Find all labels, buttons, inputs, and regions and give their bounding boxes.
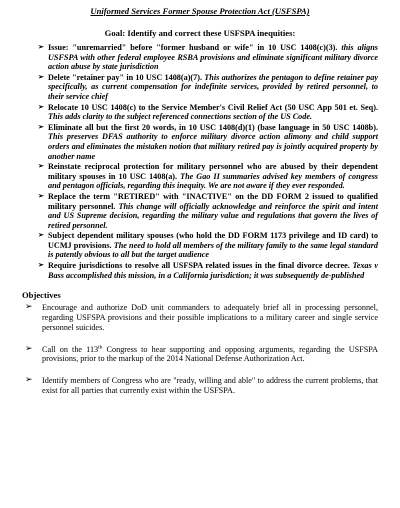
inequity-issue: Require jurisdictions to resolve all USFSPA related issues in the final divorce decree. xyxy=(48,261,353,271)
inequity-rationale: This change will officially acknowledge and reinforce the spirit and intent and US Supreme decision, regarding the military value and regulations that govern the lives of retired personnel. xyxy=(48,201,379,230)
arrow-bullet-icon: ➢ xyxy=(38,72,44,81)
inequity-rationale: The Gao II summaries advised key members of congress and pentagon officials, regarding this inequity. We are not aware if they ever responded. xyxy=(48,171,378,191)
inequity-item xyxy=(38,192,378,230)
inequity-issue: Issue: "unremarried" before "former husband or wife" in 10 USC 1408(c)(3). xyxy=(48,43,342,52)
inequity-issue: Replace the term "RETIRED" with "INACTIVE" on the DD FORM 2 issued to qualified military personnel. xyxy=(48,191,378,211)
inequity-issue: Subject dependent military spouses (who hold the DD FORM 1173 privilege and ID card) to UCMJ provisions. xyxy=(48,231,378,250)
inequity-issue: Reinstate reciprocal protection for military personnel who are abused by their dependent military spouses in 10 USC 1408(a). xyxy=(48,162,378,181)
inequity-item xyxy=(38,123,378,161)
inequity-rationale: This preserves DFAS authority to enforce military divorce action alimony and child support orders and eliminates the mistaken notion that military retired pay is jointly acquired property by another name xyxy=(48,132,378,161)
inequity-item xyxy=(38,43,378,72)
inequity-rationale: The need to hold all members of the military family to the same legal standard is patently obvious to all but the target audience xyxy=(48,240,378,260)
inequity-issue: Relocate 10 USC 1408(c) to the Service Member's Civil Relief Act (50 USC App 501 et. Seq). xyxy=(48,102,378,112)
arrow-bullet-icon: ➢ xyxy=(38,43,44,51)
document-title: Uniformed Services Former Spouse Protection Act (USFSPA) xyxy=(90,6,310,16)
objective-text: Identify members of Congress who are "ready, willing and able" to address the current problems, that exist for all parties that currently exist within the USFSPA. xyxy=(42,376,378,396)
arrow-bullet-icon: ➢ xyxy=(38,122,44,131)
arrow-bullet-icon: ➢ xyxy=(25,375,33,386)
objective-text: Encourage and authorize DoD unit commanders to adequately brief all in processing personnel, regarding USFSPA provisions and their possible implications to a military career and single service personnel suicides. xyxy=(42,303,378,332)
arrow-bullet-icon: ➢ xyxy=(38,102,44,111)
inequity-issue: Eliminate all but the first 20 words, in 10 USC 1408(d)(1) (base language in 50 USC 1408b). xyxy=(48,122,378,132)
arrow-bullet-icon: ➢ xyxy=(38,162,44,171)
arrow-bullet-icon: ➢ xyxy=(25,302,33,313)
objective-text-start: Call on the 113 xyxy=(42,344,99,354)
objective-item xyxy=(22,376,378,396)
inequity-rationale: this aligns USFSPA with other federal employee RSBA provisions and eliminate significant military divorce action abuse by state jurisdiction xyxy=(48,43,378,72)
arrow-bullet-icon: ➢ xyxy=(25,343,33,354)
inequity-item xyxy=(38,103,378,122)
objective-text-end: Congress to hear supporting and opposing arguments, regarding the USFSPA provisions, prior to the markup of the 2014 National Defense Authorization Act. xyxy=(42,344,379,364)
inequity-issue: Delete "retainer pay" in 10 USC 1408(a)(7). xyxy=(48,72,205,82)
objectives-heading: Objectives xyxy=(22,290,61,301)
inequity-item xyxy=(38,231,378,260)
inequity-item xyxy=(38,73,378,102)
inequity-rationale: This adds clarity to the subject referenced connections section of the US Code. xyxy=(48,112,313,122)
inequity-item xyxy=(38,261,378,280)
inequity-list xyxy=(22,43,378,280)
inequity-rationale: Texas v Bass accomplished this mission, in a California jurisdiction; it was subsequently de-published xyxy=(48,261,378,280)
inequity-rationale: This authorizes the pentagon to define retainer pay specifically, as current compensation for indefinite services, provided by retired personnel, to their service chief xyxy=(48,72,378,101)
arrow-bullet-icon: ➢ xyxy=(38,191,44,200)
objectives-list xyxy=(22,303,378,396)
goal-statement: Goal: Identify and correct these USFSPA inequities: xyxy=(104,28,296,38)
arrow-bullet-icon: ➢ xyxy=(38,231,44,240)
objective-item xyxy=(22,345,378,365)
objective-item xyxy=(22,303,378,332)
inequity-item xyxy=(38,162,378,191)
arrow-bullet-icon: ➢ xyxy=(38,261,44,270)
ordinal-suffix: th xyxy=(98,343,103,350)
